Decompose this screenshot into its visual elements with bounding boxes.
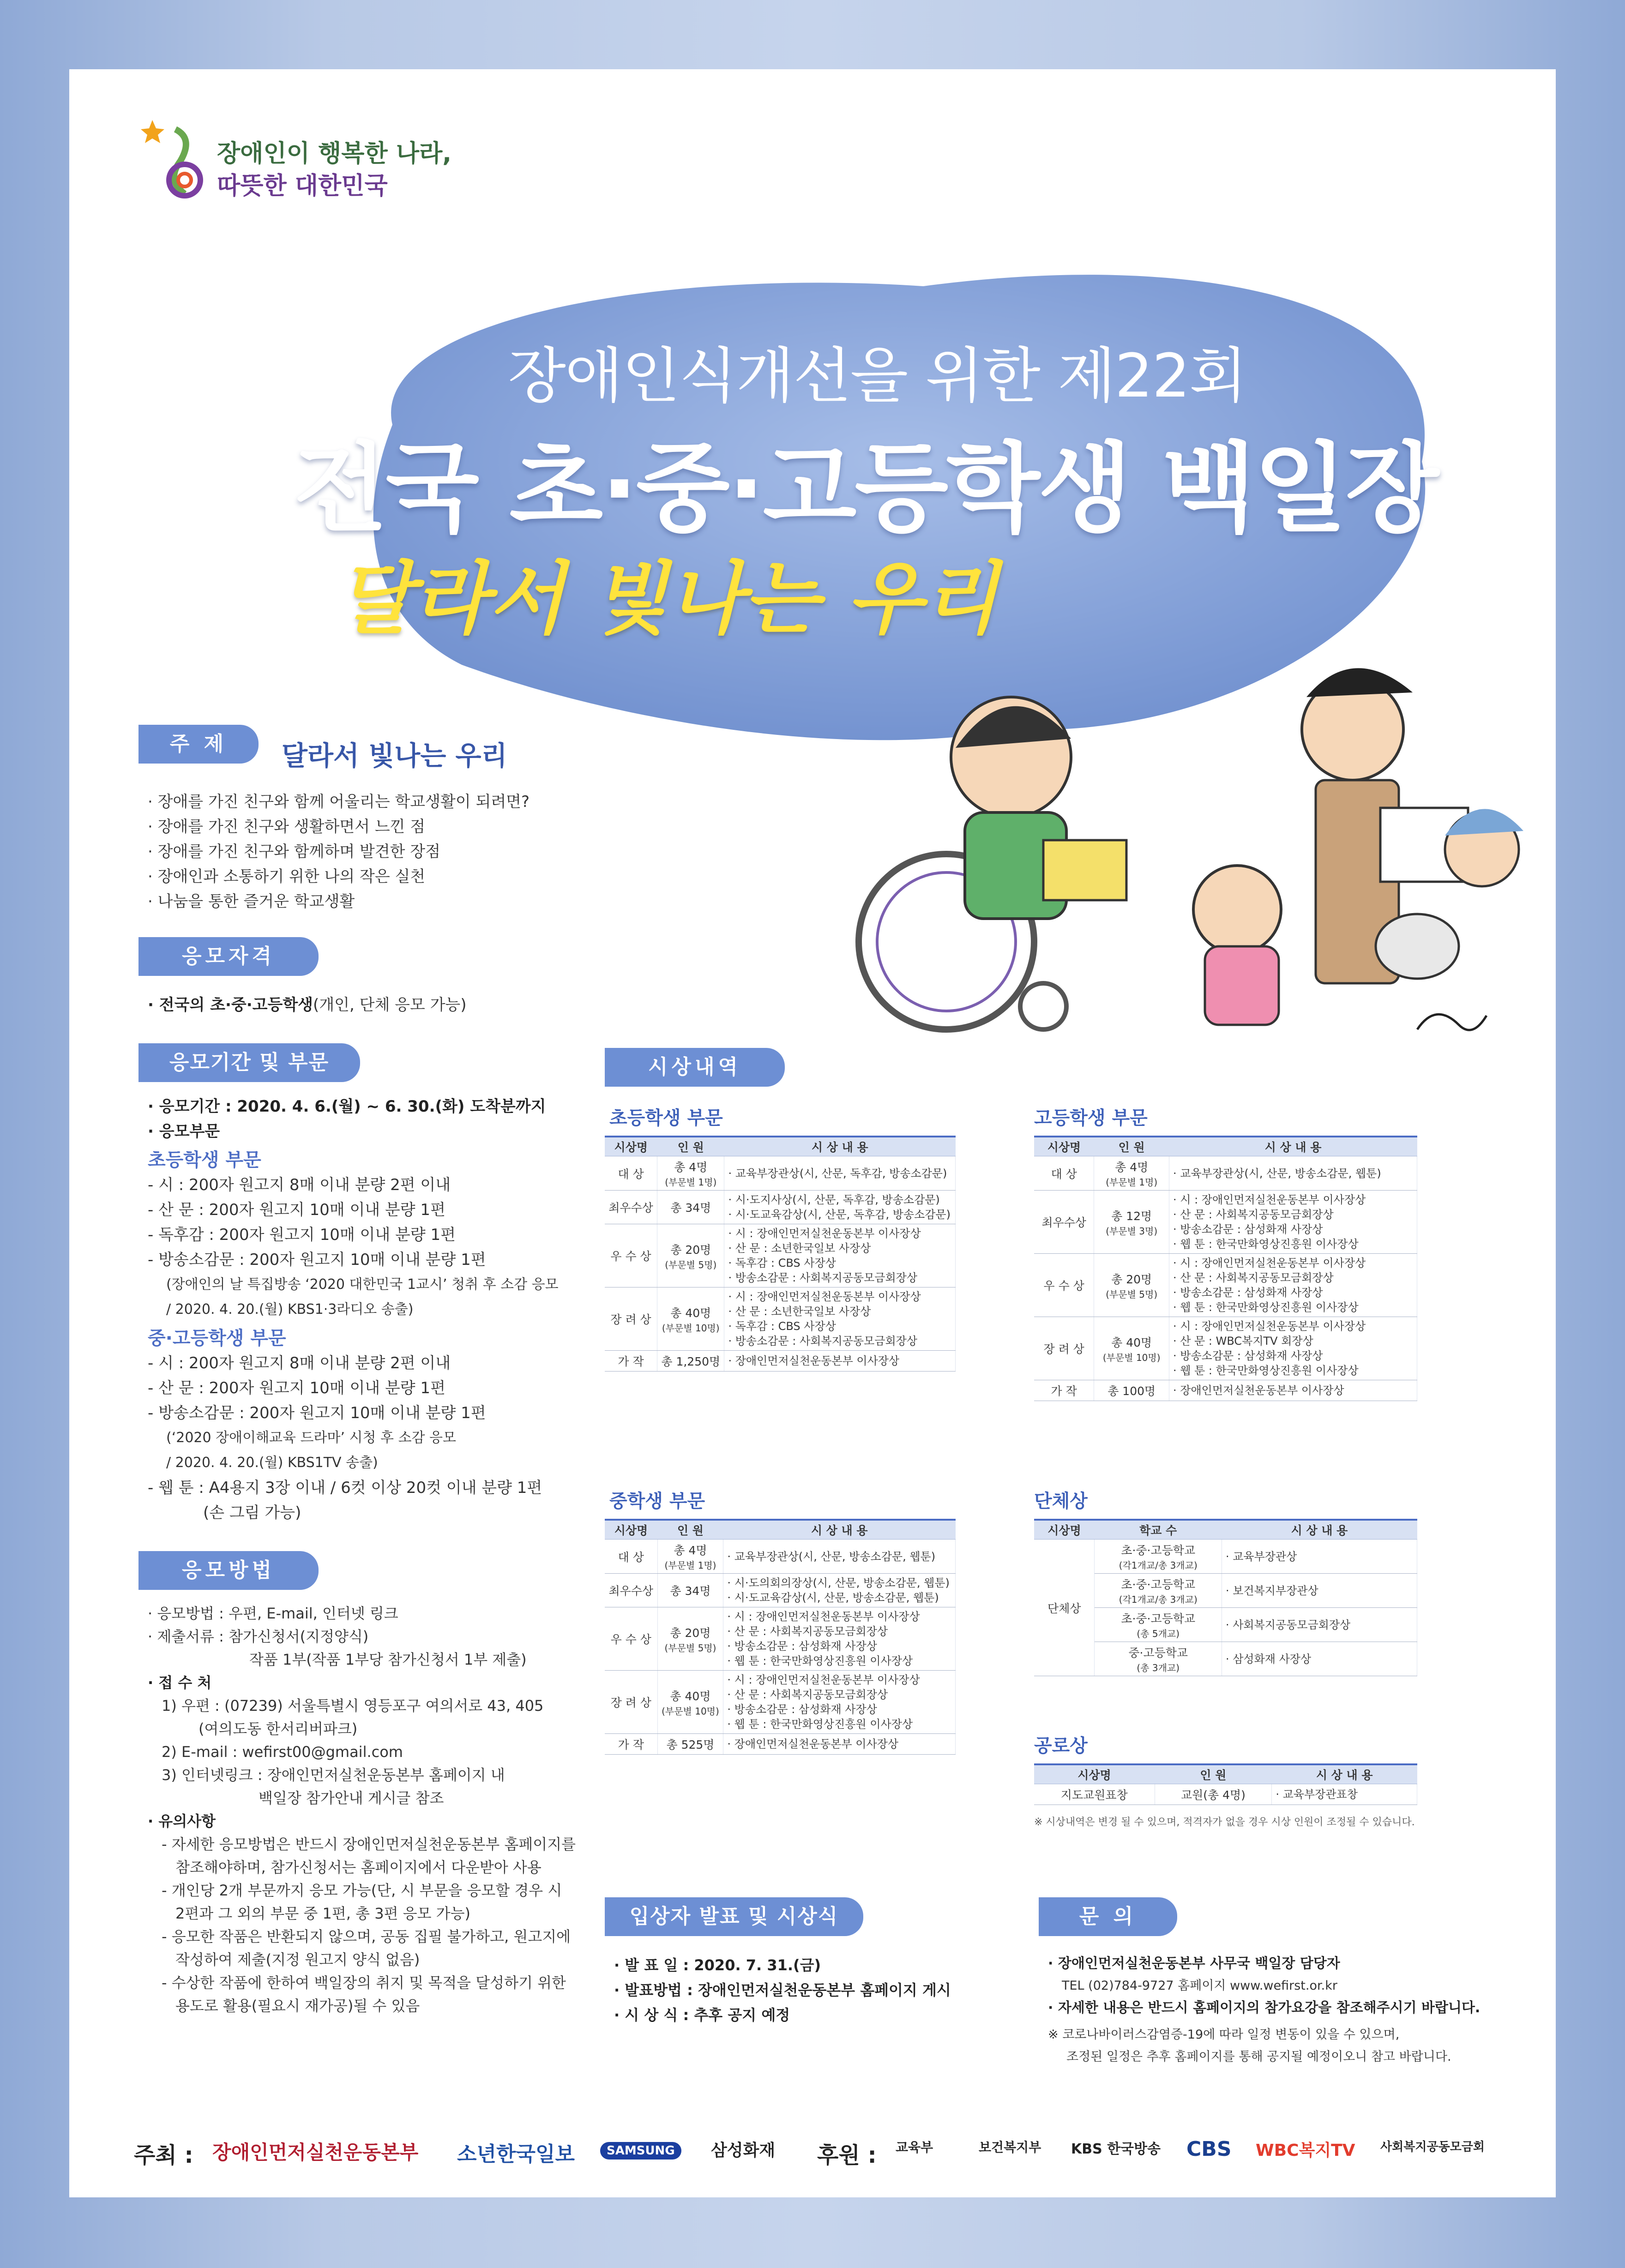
host-label: 주최 : <box>134 2142 193 2168</box>
table-cell: 단체상 <box>1034 1540 1095 1676</box>
table-cell: 총 4명 (부문별 1명) <box>657 1156 724 1191</box>
sponsor-label: 후원 : <box>817 2142 877 2168</box>
elem-item: - 산 문 : 200자 원고지 10매 이내 분량 1편 <box>148 1201 445 1219</box>
method-block <box>148 1602 576 2017</box>
table-cell: · 시 : 장애인먼저실천운동본부 이사장상 · 산 문 : 사회복지공동모금회장상 · 방송소감문 : 삼성화재 사장상 · 웹 툰 : 한국만화영상진흥원 이사장상 <box>723 1671 956 1734</box>
group-awards-title: 단체상 <box>1034 1491 1088 1512</box>
table-cell: 총 20명 (부문별 5명) <box>657 1224 724 1287</box>
table-cell: · 사회복지공동모금회장상 <box>1222 1608 1417 1642</box>
contact-label: 문 의 <box>1039 1897 1177 1936</box>
mid-awards-title: 중학생 부문 <box>609 1491 705 1512</box>
table-header: 시 상 내 용 <box>1272 1764 1417 1784</box>
table-cell: · 시·도의회의장상(시, 산문, 방송소감문, 웹툰) · 시·도교육감상(시, 산문, 방송소감문, 웹툰) <box>723 1574 956 1607</box>
table-cell: 대 상 <box>605 1540 657 1574</box>
awards-note: ※ 시상내역은 변경 될 수 있으며, 적격자가 없을 경우 시상 인원이 조정될 수 있습니다. <box>1034 1817 1415 1828</box>
sponsor-cbs: CBS <box>1186 2137 1232 2161</box>
method-line: - 응모한 작품은 반환되지 않으며, 공동 집필 불가하고, 원고지에 <box>162 1928 571 1945</box>
table-cell: 총 4명 (부문별 1명) <box>1094 1156 1169 1191</box>
elem-item: - 시 : 200자 원고지 8매 이내 분량 2편 이내 <box>148 1176 451 1194</box>
table-cell: 총 40명 (부문별 10명) <box>657 1671 723 1734</box>
table-row <box>605 1191 956 1224</box>
period-label: 응모기간 및 부문 <box>138 1043 360 1082</box>
elem-awards-table <box>605 1136 956 1372</box>
announce-label: 입상자 발표 및 시상식 <box>605 1897 863 1936</box>
table-row <box>1034 1156 1417 1191</box>
theme-item: · 장애를 가진 친구와 함께하며 발견한 장점 <box>148 842 440 861</box>
table-header: 시상명 <box>1034 1137 1094 1156</box>
method-line: 2편과 그 외의 부문 중 1편, 총 3편 응모 가능) <box>175 1905 470 1922</box>
contact-line: · 장애인먼저실천운동본부 사무국 백일장 담당자 <box>1048 1955 1340 1972</box>
theme-title: 달라서 빛나는 우리 <box>282 740 507 771</box>
table-header: 시 상 내 용 <box>1169 1137 1417 1156</box>
slogan-logo <box>134 97 457 217</box>
method-line: - 자세한 응모방법은 반드시 장애인먼저실천운동본부 홈페이지를 <box>162 1835 576 1853</box>
method-line: · 유의사항 <box>148 1812 216 1830</box>
contact-block <box>1048 1953 1480 2068</box>
table-header: 인 원 <box>657 1137 724 1156</box>
spiral-logo-icon <box>134 111 208 203</box>
mid-item: - 방송소감문 : 200자 원고지 10매 이내 분량 1편 <box>148 1404 486 1422</box>
method-line: (여의도동 한서리버파크) <box>199 1720 358 1738</box>
high-awards-table <box>1034 1136 1417 1401</box>
awards-label: 시상내역 <box>605 1048 785 1087</box>
table-cell: · 시 : 장애인먼저실천운동본부 이사장상 · 산 문 : 사회복지공동모금회장상 · 방송소감문 : 삼성화재 사장상 · 웹 툰 : 한국만화영상진흥원 이사장상 <box>1169 1254 1417 1317</box>
mid-item: - 웹 툰 : A4용지 3장 이내 / 6컷 이상 20컷 이내 분량 1편 <box>148 1479 542 1497</box>
announce-line: · 시 상 식 : 추후 공지 예정 <box>614 2006 790 2024</box>
table-cell: · 장애인먼저실천운동본부 이사장상 <box>723 1734 956 1755</box>
table-cell: 총 4명 (부문별 1명) <box>657 1540 723 1574</box>
table-cell: 초·중·고등학교 (각1개교/총 3개교) <box>1095 1540 1222 1574</box>
table-row <box>1034 1784 1417 1805</box>
table-cell: 가 작 <box>1034 1380 1094 1401</box>
table-header: 시 상 내 용 <box>723 1520 956 1540</box>
period-categories: · 응모부문 <box>148 1122 220 1141</box>
sponsor-community-chest: 사회복지공동모금회 <box>1380 2140 1485 2154</box>
host-logo-sonyeon: 소년한국일보 <box>457 2142 575 2166</box>
table-cell: 중·고등학교 (총 3개교) <box>1095 1642 1222 1676</box>
method-line: 백일장 참가안내 게시글 참조 <box>259 1789 444 1807</box>
announce-line: · 발표방법 : 장애인먼저실천운동본부 홈페이지 게시 <box>614 1981 951 1999</box>
method-line: - 개인당 2개 부문까지 응모 가능(단, 시 부문을 응모할 경우 시 <box>162 1882 562 1899</box>
table-cell: · 삼성화재 사장상 <box>1222 1642 1417 1676</box>
table-cell: · 시 : 장애인먼저실천운동본부 이사장상 · 산 문 : 소년한국일보 사장상 · 독후감 : CBS 사장상 · 방송소감문 : 사회복지공동모금회장상 <box>724 1287 956 1351</box>
merit-awards-title: 공로상 <box>1034 1735 1088 1757</box>
slogan-line-1: 장애인이 행복한 나라, <box>217 140 452 168</box>
table-cell: · 교육부장관상(시, 산문, 독후감, 방송소감문) <box>724 1156 956 1191</box>
table-row <box>605 1671 956 1734</box>
method-line: 용도로 활용(필요시 재가공)될 수 있음 <box>175 1997 420 2015</box>
table-cell: 장 려 상 <box>1034 1317 1094 1380</box>
method-line: 참조해야하며, 참가신청서는 홈페이지에서 다운받아 사용 <box>175 1859 542 1876</box>
method-line: · 접 수 처 <box>148 1674 212 1691</box>
period-dates: · 응모기간 : 2020. 4. 6.(월) ~ 6. 30.(화) 도착분까지 <box>148 1097 546 1116</box>
table-cell: 초·중·고등학교 (각1개교/총 3개교) <box>1095 1574 1222 1608</box>
mid-item: (손 그림 가능) <box>203 1504 301 1522</box>
table-header: 시 상 내 용 <box>1222 1520 1417 1540</box>
table-cell: 대 상 <box>605 1156 657 1191</box>
table-row <box>605 1607 956 1671</box>
theme-item: · 장애를 가진 친구와 생활하면서 느낀 점 <box>148 818 426 836</box>
table-cell: 최우수상 <box>605 1574 657 1607</box>
slogan-line-2: 따뜻한 대한민국 <box>217 172 388 200</box>
table-row <box>605 1287 956 1351</box>
table-row <box>1034 1191 1417 1254</box>
table-header: 시상명 <box>1034 1520 1095 1540</box>
table-row <box>1034 1317 1417 1380</box>
table-cell: 장 려 상 <box>605 1287 657 1351</box>
host-logo-wefirst: 장애인먼저실천운동본부 <box>212 2141 419 2164</box>
contact-line: 조정된 일정은 추후 홈페이지를 통해 공지될 예정이오니 참고 바랍니다. <box>1066 2050 1451 2064</box>
table-header: 시상명 <box>1034 1764 1155 1784</box>
period-block <box>148 1094 559 1525</box>
table-cell: 총 34명 <box>657 1574 723 1607</box>
elem-item: - 방송소감문 : 200자 원고지 10매 이내 분량 1편 <box>148 1251 486 1269</box>
table-row <box>1034 1540 1417 1574</box>
table-cell: 최우수상 <box>605 1191 657 1224</box>
eligibility-note: (개인, 단체 응모 가능) <box>313 996 467 1014</box>
table-cell: 총 40명 (부문별 10명) <box>657 1287 724 1351</box>
host-logo-samsung: SAMSUNG <box>600 2142 681 2160</box>
eligibility-target: · 전국의 초·중·고등학생 <box>148 996 313 1014</box>
contact-line: ※ 코로나바이러스감염증-19에 따라 일정 변동이 있을 수 있으며, <box>1048 2027 1400 2042</box>
table-row <box>605 1224 956 1287</box>
table-row <box>1034 1254 1417 1317</box>
group-awards-table <box>1034 1519 1417 1676</box>
merit-awards-table <box>1034 1763 1417 1805</box>
theme-item: · 장애를 가진 친구와 함께 어울리는 학교생활이 되려면? <box>148 793 530 811</box>
hero-subtitle: 장애인식개선을 위한 제22회 <box>508 341 1246 411</box>
table-cell: 대 상 <box>1034 1156 1094 1191</box>
table-header: 시상명 <box>605 1520 657 1540</box>
theme-item: · 나눔을 통한 즐거운 학교생활 <box>148 892 355 911</box>
table-cell: · 시 : 장애인먼저실천운동본부 이사장상 · 산 문 : 사회복지공동모금회장상 · 방송소감문 : 삼성화재 사장상 · 웹 툰 : 한국만화영상진흥원 이사장상 <box>723 1607 956 1671</box>
table-cell: 총 12명 (부문별 3명) <box>1094 1191 1169 1254</box>
table-row <box>605 1574 956 1607</box>
elem-awards-title: 초등학생 부문 <box>609 1107 723 1129</box>
hero-slogan: 달라서 빛나는 우리 <box>337 553 999 645</box>
table-row <box>605 1734 956 1755</box>
mid-category-title: 중·고등학생 부문 <box>148 1328 286 1349</box>
high-awards-title: 고등학생 부문 <box>1034 1107 1148 1129</box>
table-header: 시상명 <box>605 1137 657 1156</box>
table-cell: 교원(총 4명) <box>1155 1784 1272 1805</box>
method-line: 작성하여 제출(지정 원고지 양식 없음) <box>175 1951 420 1968</box>
table-cell: · 교육부장관상(시, 산문, 방송소감문, 웹툰) <box>723 1540 956 1574</box>
table-cell: 가 작 <box>605 1734 657 1755</box>
elem-item: / 2020. 4. 20.(월) KBS1·3라디오 송출) <box>166 1301 414 1317</box>
elem-category-title: 초등학생 부문 <box>148 1149 261 1171</box>
table-cell: · 장애인먼저실천운동본부 이사장상 <box>1169 1380 1417 1401</box>
table-cell: · 시 : 장애인먼저실천운동본부 이사장상 · 산 문 : WBC복지TV 회장상 · 방송소감문 : 삼성화재 사장상 · 웹 툰 : 한국만화영상진흥원 이사장상 <box>1169 1317 1417 1380</box>
table-cell: 총 40명 (부문별 10명) <box>1094 1317 1169 1380</box>
method-line: · 제출서류 : 참가신청서(지정양식) <box>148 1628 369 1645</box>
method-label: 응모방법 <box>138 1551 319 1590</box>
method-line: 2) E-mail : wefirst00@gmail.com <box>162 1743 403 1761</box>
table-cell: 우 수 상 <box>605 1224 657 1287</box>
eligibility-label: 응모자격 <box>138 937 319 976</box>
table-header: 인 원 <box>1155 1764 1272 1784</box>
mid-item: (‘2020 장애이해교육 드라마’ 시청 후 소감 응모 <box>166 1430 457 1446</box>
table-row <box>1034 1380 1417 1401</box>
table-cell: 가 작 <box>605 1351 657 1372</box>
elem-item: (장애인의 날 특집방송 ‘2020 대한민국 1교시’ 청취 후 소감 응모 <box>166 1276 559 1293</box>
mid-item: - 시 : 200자 원고지 8매 이내 분량 2편 이내 <box>148 1354 451 1372</box>
table-header: 시 상 내 용 <box>724 1137 956 1156</box>
table-cell: 최우수상 <box>1034 1191 1094 1254</box>
elem-item: - 독후감 : 200자 원고지 10매 이내 분량 1편 <box>148 1226 456 1244</box>
theme-list <box>148 789 530 914</box>
method-line: - 수상한 작품에 한하여 백일장의 취지 및 목적을 달성하기 위한 <box>162 1974 566 1991</box>
contact-line: TEL (02)784-9727 홈페이지 www.wefirst.or.kr <box>1062 1979 1337 1993</box>
host-logo-samsung-fire: 삼성화재 <box>711 2141 776 2160</box>
table-cell: 초·중·고등학교 (총 5개교) <box>1095 1608 1222 1642</box>
table-cell: · 보건복지부장관상 <box>1222 1574 1417 1608</box>
method-line: 1) 우편 : (07239) 서울특별시 영등포구 여의서로 43, 405 <box>162 1697 544 1715</box>
announce-line: · 발 표 일 : 2020. 7. 31.(금) <box>614 1956 821 1974</box>
method-line: 3) 인터넷링크 : 장애인먼저실천운동본부 홈페이지 내 <box>162 1766 505 1784</box>
table-cell: · 시·도지사상(시, 산문, 독후감, 방송소감문) · 시·도교육감상(시, 산문, 독후감, 방송소감문) <box>724 1191 956 1224</box>
sponsor-kbs: KBS 한국방송 <box>1071 2141 1161 2157</box>
theme-label: 주 제 <box>138 725 259 764</box>
cartoon-illustration <box>826 646 1528 1053</box>
table-cell: 지도교원표창 <box>1034 1784 1155 1805</box>
table-cell: 총 100명 <box>1094 1380 1169 1401</box>
table-cell: 총 525명 <box>657 1734 723 1755</box>
table-cell: · 교육부장관표창 <box>1272 1784 1417 1805</box>
table-cell: · 장애인먼저실천운동본부 이사장상 <box>724 1351 956 1372</box>
table-cell: 총 1,250명 <box>657 1351 724 1372</box>
table-header: 학교 수 <box>1095 1520 1222 1540</box>
sponsor-wbc: WBC복지TV <box>1256 2141 1355 2160</box>
sponsor-moe: 교육부 <box>896 2140 933 2155</box>
table-header: 인 원 <box>1094 1137 1169 1156</box>
table-cell: 총 34명 <box>657 1191 724 1224</box>
table-cell: 우 수 상 <box>1034 1254 1094 1317</box>
table-cell: · 시 : 장애인먼저실천운동본부 이사장상 · 산 문 : 소년한국일보 사장상 · 독후감 : CBS 사장상 · 방송소감문 : 사회복지공동모금회장상 <box>724 1224 956 1287</box>
table-row <box>605 1156 956 1191</box>
table-row <box>605 1351 956 1372</box>
table-cell: · 시 : 장애인먼저실천운동본부 이사장상 · 산 문 : 사회복지공동모금회장상 · 방송소감문 : 삼성화재 사장상 · 웹 툰 : 한국만화영상진흥원 이사장상 <box>1169 1191 1417 1254</box>
table-cell: 총 20명 (부문별 5명) <box>657 1607 723 1671</box>
mid-item: / 2020. 4. 20.(월) KBS1TV 송출) <box>166 1455 378 1471</box>
method-line: · 응모방법 : 우편, E-mail, 인터넷 링크 <box>148 1605 398 1622</box>
hero-title: 전국 초·중·고등학생 백일장 <box>294 432 1438 545</box>
theme-item: · 장애인과 소통하기 위한 나의 작은 실천 <box>148 867 426 886</box>
announce-block <box>614 1953 951 2027</box>
table-row <box>605 1540 956 1574</box>
sponsor-mohw: 보건복지부 <box>979 2140 1041 2155</box>
hosts-bar <box>134 2124 1496 2179</box>
table-header: 인 원 <box>657 1520 723 1540</box>
mid-awards-table <box>605 1519 956 1755</box>
eligibility-text <box>148 993 467 1017</box>
table-cell: 우 수 상 <box>605 1607 657 1671</box>
method-line: 작품 1부(작품 1부당 참가신청서 1부 제출) <box>249 1651 527 1668</box>
poster <box>69 69 1556 2197</box>
table-cell: 총 20명 (부문별 5명) <box>1094 1254 1169 1317</box>
table-cell: · 교육부장관상(시, 산문, 방송소감문, 웹툰) <box>1169 1156 1417 1191</box>
table-cell: 장 려 상 <box>605 1671 657 1734</box>
contact-line: · 자세한 내용은 반드시 홈페이지의 참가요강을 참조해주시기 바랍니다. <box>1048 2000 1481 2016</box>
table-cell: · 교육부장관상 <box>1222 1540 1417 1574</box>
mid-item: - 산 문 : 200자 원고지 10매 이내 분량 1편 <box>148 1379 445 1397</box>
